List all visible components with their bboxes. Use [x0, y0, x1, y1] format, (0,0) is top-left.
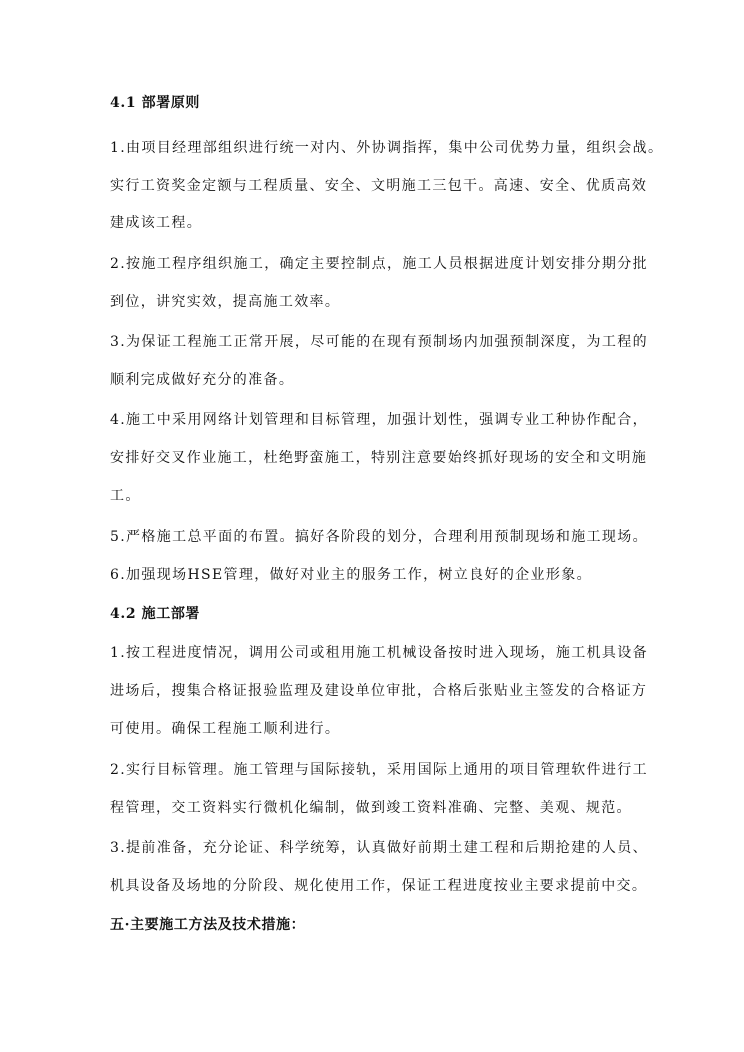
- paragraph-line: 顺利完成做好充分的准备。: [110, 372, 295, 388]
- paragraph-line: 程管理，交工资料实行微机化编制，做到竣工资料准确、完整、美观、规范。: [110, 800, 632, 816]
- paragraph-line: 安排好交叉作业施工，杜绝野蛮施工，特别注意要始终抓好现场的安全和文明施: [110, 450, 648, 466]
- section-4-1-heading: 4.1 部署原则: [110, 95, 201, 111]
- paragraph-line: 2.实行目标管理。施工管理与国际接轨，采用国际上通用的项目管理软件进行工: [110, 762, 648, 778]
- paragraph-line: 实行工资奖金定额与工程质量、安全、文明施工三包干。高速、安全、优质高效: [110, 178, 648, 194]
- paragraph-line: 建成该工程。: [110, 215, 203, 231]
- paragraph-line: 机具设备及场地的分阶段、规化使用工作，保证工程进度按业主要求提前中交。: [110, 878, 648, 894]
- paragraph-line: 1.由项目经理部组织进行统一对内、外协调指挥，集中公司优势力量，组织会战。: [110, 140, 664, 156]
- paragraph-line: 进场后，搜集合格证报验监理及建设单位审批，合格后张贴业主签发的合格证方: [110, 683, 648, 699]
- paragraph-line: 2.按施工程序组织施工，确定主要控制点，施工人员根据进度计划安排分期分批: [110, 256, 648, 272]
- paragraph-line: 5.严格施工总平面的布置。搞好各阶段的划分，合理利用预制现场和施工现场。: [110, 529, 648, 545]
- paragraph-line: 4.施工中采用网络计划管理和目标管理，加强计划性，强调专业工种协作配合，: [110, 412, 648, 428]
- paragraph-line: 工。: [110, 488, 141, 504]
- paragraph-line: 可使用。确保工程施工顺利进行。: [110, 721, 341, 737]
- paragraph-line: 3.提前准备，充分论证、科学统筹，认真做好前期土建工程和后期抢建的人员、: [110, 840, 648, 856]
- paragraph-line: 到位，讲究实效，提高施工效率。: [110, 294, 341, 310]
- paragraph-line: 3.为保证工程施工正常开展，尽可能的在现有预制场内加强预制深度，为工程的: [110, 334, 648, 350]
- paragraph-line: 6.加强现场HSE管理，做好对业主的服务工作，树立良好的企业形象。: [110, 567, 592, 583]
- paragraph-line: 1.按工程进度情况，调用公司或租用施工机械设备按时进入现场，施工机具设备: [110, 645, 648, 661]
- section-5-heading: 五·主要施工方法及技术措施：: [110, 917, 306, 933]
- section-4-2-heading: 4.2 施工部署: [110, 606, 201, 622]
